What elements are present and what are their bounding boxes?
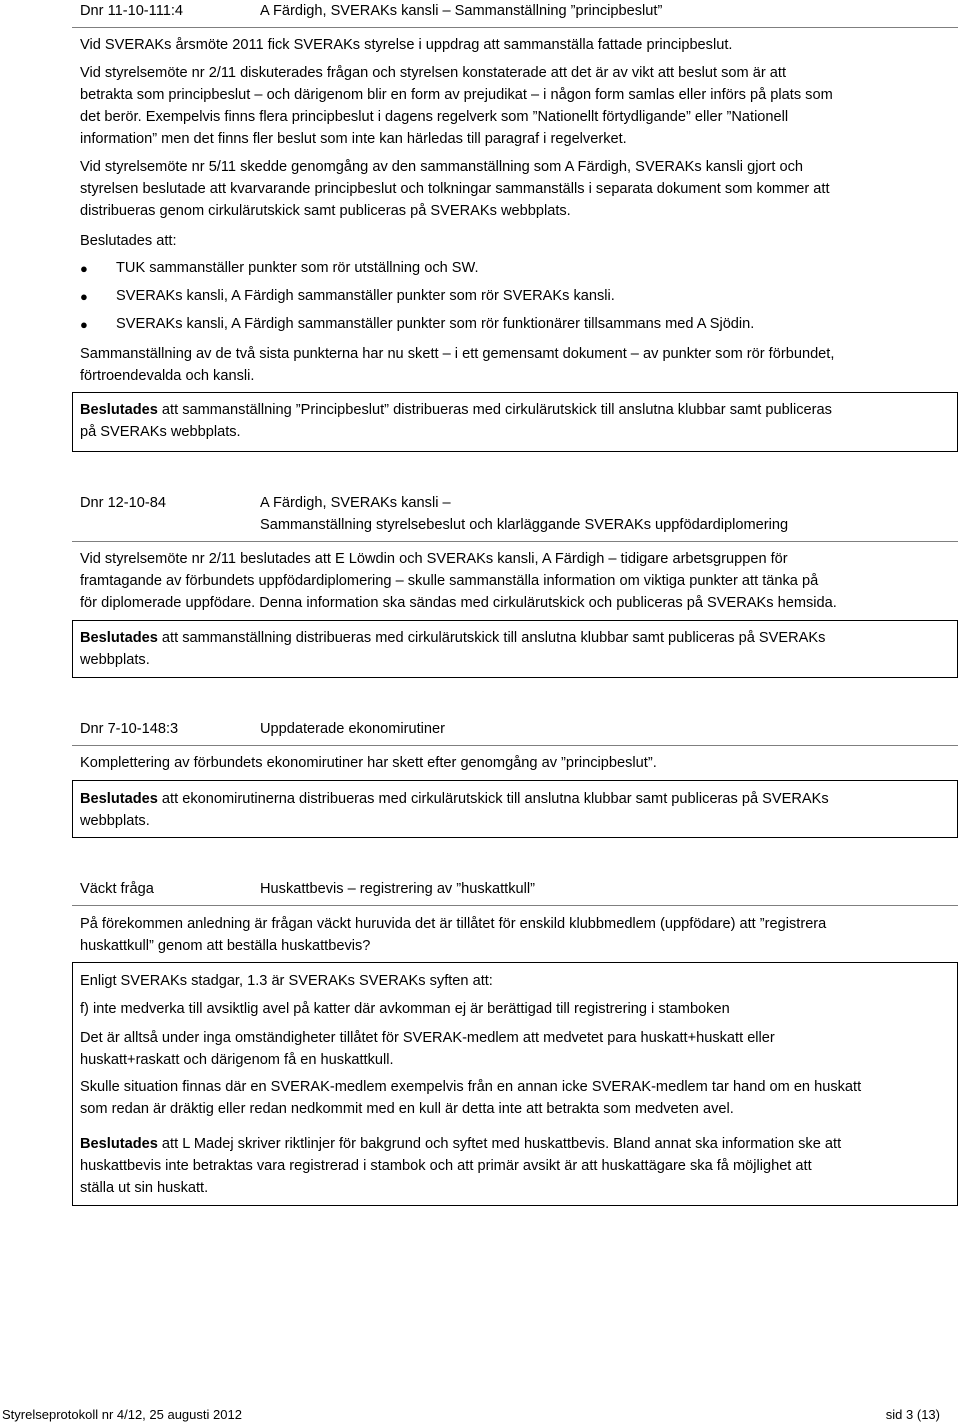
section3-title: Uppdaterade ekonomirutiner bbox=[260, 721, 445, 737]
section4-paragraph-line: huskattkull” genom att beställa huskattbevis? bbox=[80, 938, 371, 954]
section1-paragraph-1: Vid SVERAKs årsmöte 2011 fick SVERAKs styrelse i uppdrag att sammanställa fattade principbeslut. bbox=[80, 37, 733, 53]
decision-text: på SVERAKs webbplats. bbox=[80, 424, 241, 440]
section4-paragraph-line: På förekommen anledning är frågan väckt huruvida det är tillåtet för enskild klubbmedlem (uppfödare) att ”registrera bbox=[80, 916, 827, 932]
section-divider bbox=[72, 541, 958, 542]
section1-paragraph-2-line: betrakta som principbeslut – och därigenom blir en form av prejudikat – i någon form samlas eller införs på plats som bbox=[80, 87, 833, 103]
info-text: Skulle situation finnas där en SVERAK-medlem exempelvis från en annan icke SVERAK-medlem tar hand om en huskatt bbox=[80, 1079, 862, 1095]
section1-paragraph-2-line: det berör. Exempelvis finns flera principbeslut i dagens regelverk som ”Nationellt förtydligande” eller ”Nationell bbox=[80, 109, 789, 125]
section1-paragraph-3-line: styrelsen beslutade att kvarvarande principbeslut och tolkningar sammanställs i separata dokument som kommer att bbox=[80, 181, 830, 197]
decision-text: Beslutades att L Madej skriver riktlinjer för bakgrund och syftet med huskattbevis. Bland annat ska information ske att bbox=[80, 1136, 842, 1152]
bullet-icon: ● bbox=[80, 261, 88, 276]
decision-text: Beslutades att sammanställning distribueras med cirkulärutskick till anslutna klubbar samt publiceras på SVERAKs bbox=[80, 630, 826, 646]
section3-dnr: Dnr 7-10-148:3 bbox=[80, 721, 179, 737]
bullet-item: TUK sammanställer punkter som rör utställning och SW. bbox=[116, 260, 479, 276]
info-text: f) inte medverka till avsiktlig avel på katter där avkomman ej är berättigad till registrering i stamboken bbox=[80, 1001, 730, 1017]
section2-paragraph-line: för diplomerade uppfödare. Denna information ska sändas med cirkulärutskick och publiceras på SVERAKs hemsida. bbox=[80, 595, 837, 611]
bullet-item: SVERAKs kansli, A Färdigh sammanställer punkter som rör SVERAKs kansli. bbox=[116, 288, 615, 304]
bullet-item: SVERAKs kansli, A Färdigh sammanställer punkter som rör funktionärer tillsammans med A Sjödin. bbox=[116, 316, 755, 332]
info-text: Enligt SVERAKs stadgar, 1.3 är SVERAKs SVERAKs syften att: bbox=[80, 973, 493, 989]
section3-paragraph: Komplettering av förbundets ekonomirutiner har skett efter genomgång av ”principbeslut”. bbox=[80, 755, 657, 771]
section2-paragraph-line: Vid styrelsemöte nr 2/11 beslutades att E Löwdin och SVERAKs kansli, A Färdigh – tidigare arbetsgruppen för bbox=[80, 551, 788, 567]
footer-page-number: sid 3 (13) bbox=[885, 1407, 940, 1422]
section1-paragraph-2-line: information” men det finns fler beslut som inte kan härledas till paragraf i regelverket. bbox=[80, 131, 627, 147]
section2-title: A Färdigh, SVERAKs kansli – bbox=[260, 495, 451, 511]
info-text: Det är alltså under inga omständigheter tillåtet för SVERAK-medlem att medvetet para huskatt+huskatt eller bbox=[80, 1030, 775, 1046]
section1-paragraph-3-line: distribueras genom cirkulärutskick samt publiceras på SVERAKs webbplats. bbox=[80, 203, 571, 219]
section2-paragraph-line: framtagande av förbundets uppfödardiplomering – skulle sammanställa information om viktiga punkter att tänka på bbox=[80, 573, 819, 589]
section-divider bbox=[72, 905, 958, 906]
section1-paragraph-4-line: Sammanställning av de två sista punkterna har nu skett – i ett gemensamt dokument – av punkter som rör förbundet, bbox=[80, 346, 835, 362]
bullet-icon: ● bbox=[80, 317, 88, 332]
section1-paragraph-3-line: Vid styrelsemöte nr 5/11 skedde genomgång av den sammanställning som A Färdigh, SVERAKs kansli gjort och bbox=[80, 159, 804, 175]
section1-paragraph-4-line: förtroendevalda och kansli. bbox=[80, 368, 255, 384]
decision-text: webbplats. bbox=[80, 813, 150, 829]
section-divider bbox=[72, 27, 958, 28]
section1-dnr: Dnr 11-10-111:4 bbox=[80, 3, 184, 19]
footer-protocol: Styrelseprotokoll nr 4/12, 25 augusti 2012 bbox=[2, 1407, 242, 1422]
decision-text: Beslutades att sammanställning ”Principbeslut” distribueras med cirkulärutskick till anslutna klubbar samt publiceras bbox=[80, 402, 832, 418]
decision-text: ställa ut sin huskatt. bbox=[80, 1180, 209, 1196]
section1-paragraph-2-line: Vid styrelsemöte nr 2/11 diskuterades frågan och styrelsen konstaterade att det är av vikt att beslut som är att bbox=[80, 65, 786, 81]
section1-title: A Färdigh, SVERAKs kansli – Sammanställning ”principbeslut” bbox=[260, 3, 663, 19]
section2-dnr: Dnr 12-10-84 bbox=[80, 495, 166, 511]
beslutades-att-label: Beslutades att: bbox=[80, 233, 177, 249]
info-text: huskatt+raskatt och därigenom få en huskattkull. bbox=[80, 1052, 394, 1068]
section4-label: Väckt fråga bbox=[80, 881, 154, 897]
decision-text: Beslutades att ekonomirutinerna distribueras med cirkulärutskick till anslutna klubbar samt publiceras på SVERAKs bbox=[80, 791, 829, 807]
section-divider bbox=[72, 745, 958, 746]
section4-title: Huskattbevis – registrering av ”huskattkull” bbox=[260, 881, 535, 897]
decision-text: webbplats. bbox=[80, 652, 150, 668]
info-text: som redan är dräktig eller redan nedkommit med en kull är detta inte att betrakta som medveten avel. bbox=[80, 1101, 734, 1117]
decision-text: huskattbevis inte betraktas vara registrerad i stambok och att primär avsikt är att huskattägare ska få möjlighet att bbox=[80, 1158, 812, 1174]
section2-title: Sammanställning styrelsebeslut och klarläggande SVERAKs uppfödardiplomering bbox=[260, 517, 789, 533]
bullet-icon: ● bbox=[80, 289, 88, 304]
